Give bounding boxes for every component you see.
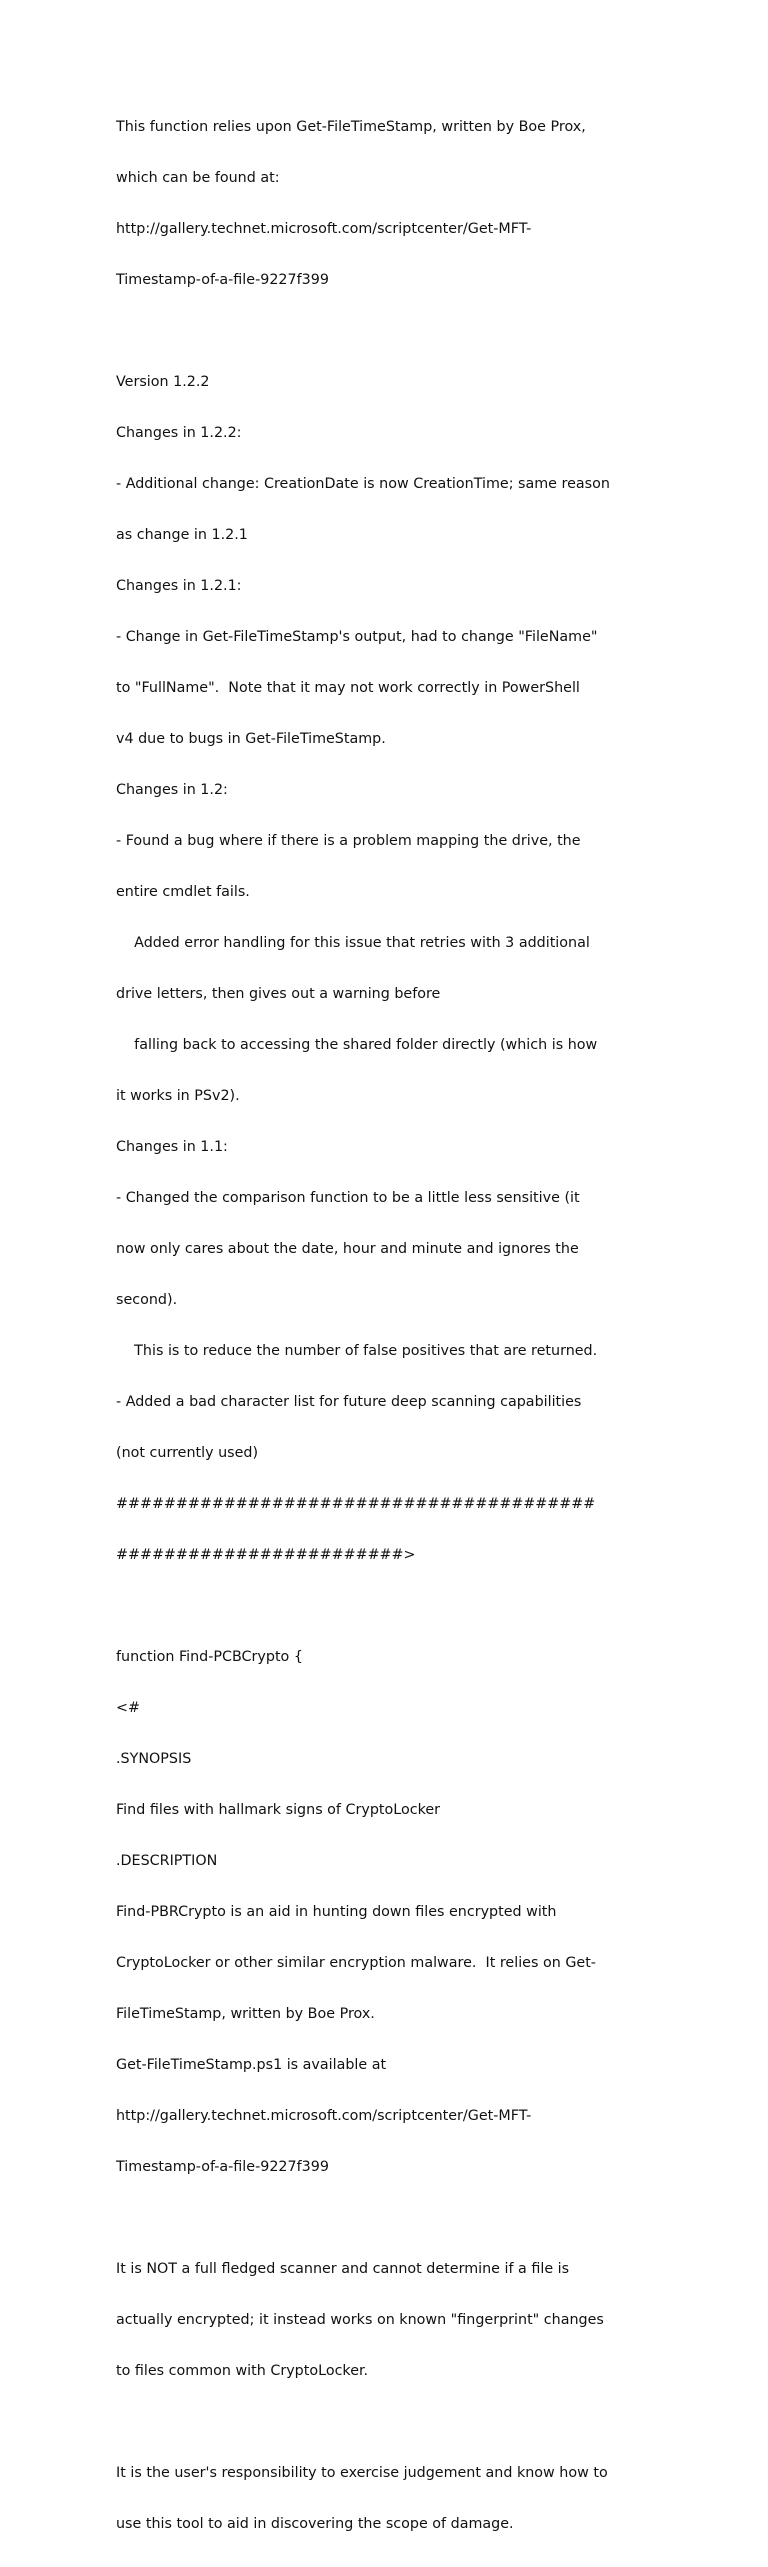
text-line: Find-PBRCrypto is an aid in hunting down files encrypted with <box>116 1904 557 1920</box>
text-line: - Found a bug where if there is a problem mapping the drive, the <box>116 833 581 849</box>
text-line: This function relies upon Get-FileTimeStamp, written by Boe Prox, <box>116 119 586 135</box>
text-line: It is NOT a full fledged scanner and cannot determine if a file is <box>116 2261 570 2277</box>
text-line: now only cares about the date, hour and minute and ignores the <box>116 1241 579 1257</box>
text-line: Changes in 1.2.1: <box>116 578 242 594</box>
text-line: (not currently used) <box>116 1445 259 1461</box>
text-line: - Change in Get-FileTimeStamp's output, had to change "FileName" <box>116 629 598 645</box>
text-line: <# <box>116 1700 140 1716</box>
text-line: drive letters, then gives out a warning before <box>116 986 441 1002</box>
text-line: second). <box>116 1292 178 1308</box>
text-line: - Added a bad character list for future deep scanning capabilities <box>116 1394 582 1410</box>
text-line: - Changed the comparison function to be a little less sensitive (it <box>116 1190 580 1206</box>
text-line: http://gallery.technet.microsoft.com/scriptcenter/Get-MFT- <box>116 221 532 237</box>
text-line: use this tool to aid in discovering the scope of damage. <box>116 2516 514 2532</box>
text-line: Added error handling for this issue that retries with 3 additional <box>116 935 590 951</box>
text-line: entire cmdlet fails. <box>116 884 250 900</box>
text-line: falling back to accessing the shared folder directly (which is how <box>116 1037 598 1053</box>
text-line: FileTimeStamp, written by Boe Prox. <box>116 2006 375 2022</box>
text-line: Timestamp-of-a-file-9227f399 <box>116 2159 329 2175</box>
text-line: actually encrypted; it instead works on known "fingerprint" changes <box>116 2312 604 2328</box>
text-line: to "FullName". Note that it may not work correctly in PowerShell <box>116 680 580 696</box>
text-line <box>116 2414 676 2431</box>
text-line: Version 1.2.2 <box>116 374 210 390</box>
text-line <box>116 2210 676 2227</box>
text-line: ########################> <box>116 1547 416 1563</box>
text-line: Timestamp-of-a-file-9227f399 <box>116 272 329 288</box>
text-line: it works in PSv2). <box>116 1088 240 1104</box>
text-line: which can be found at: <box>116 170 280 186</box>
text-line: ######################################## <box>116 1496 596 1512</box>
text-line: This is to reduce the number of false positives that are returned. <box>116 1343 598 1359</box>
text-line: to files common with CryptoLocker. <box>116 2363 369 2379</box>
document-text <box>116 85 676 2567</box>
text-line: http://gallery.technet.microsoft.com/scriptcenter/Get-MFT- <box>116 2108 532 2124</box>
text-line: Changes in 1.2: <box>116 782 228 798</box>
text-line: Find files with hallmark signs of CryptoLocker <box>116 1802 441 1818</box>
text-line: function Find-PCBCrypto { <box>116 1649 303 1665</box>
text-line: Get-FileTimeStamp.ps1 is available at <box>116 2057 387 2073</box>
text-line: .SYNOPSIS <box>116 1751 192 1767</box>
text-line: CryptoLocker or other similar encryption malware. It relies on Get- <box>116 1955 596 1971</box>
text-line: as change in 1.2.1 <box>116 527 248 543</box>
text-line: v4 due to bugs in Get-FileTimeStamp. <box>116 731 386 747</box>
text-line <box>116 1598 676 1615</box>
text-line: Changes in 1.2.2: <box>116 425 242 441</box>
text-line: It is the user's responsibility to exercise judgement and know how to <box>116 2465 608 2481</box>
text-line <box>116 323 676 340</box>
text-line: - Additional change: CreationDate is now CreationTime; same reason <box>116 476 610 492</box>
text-line: .DESCRIPTION <box>116 1853 218 1869</box>
text-line: Changes in 1.1: <box>116 1139 228 1155</box>
